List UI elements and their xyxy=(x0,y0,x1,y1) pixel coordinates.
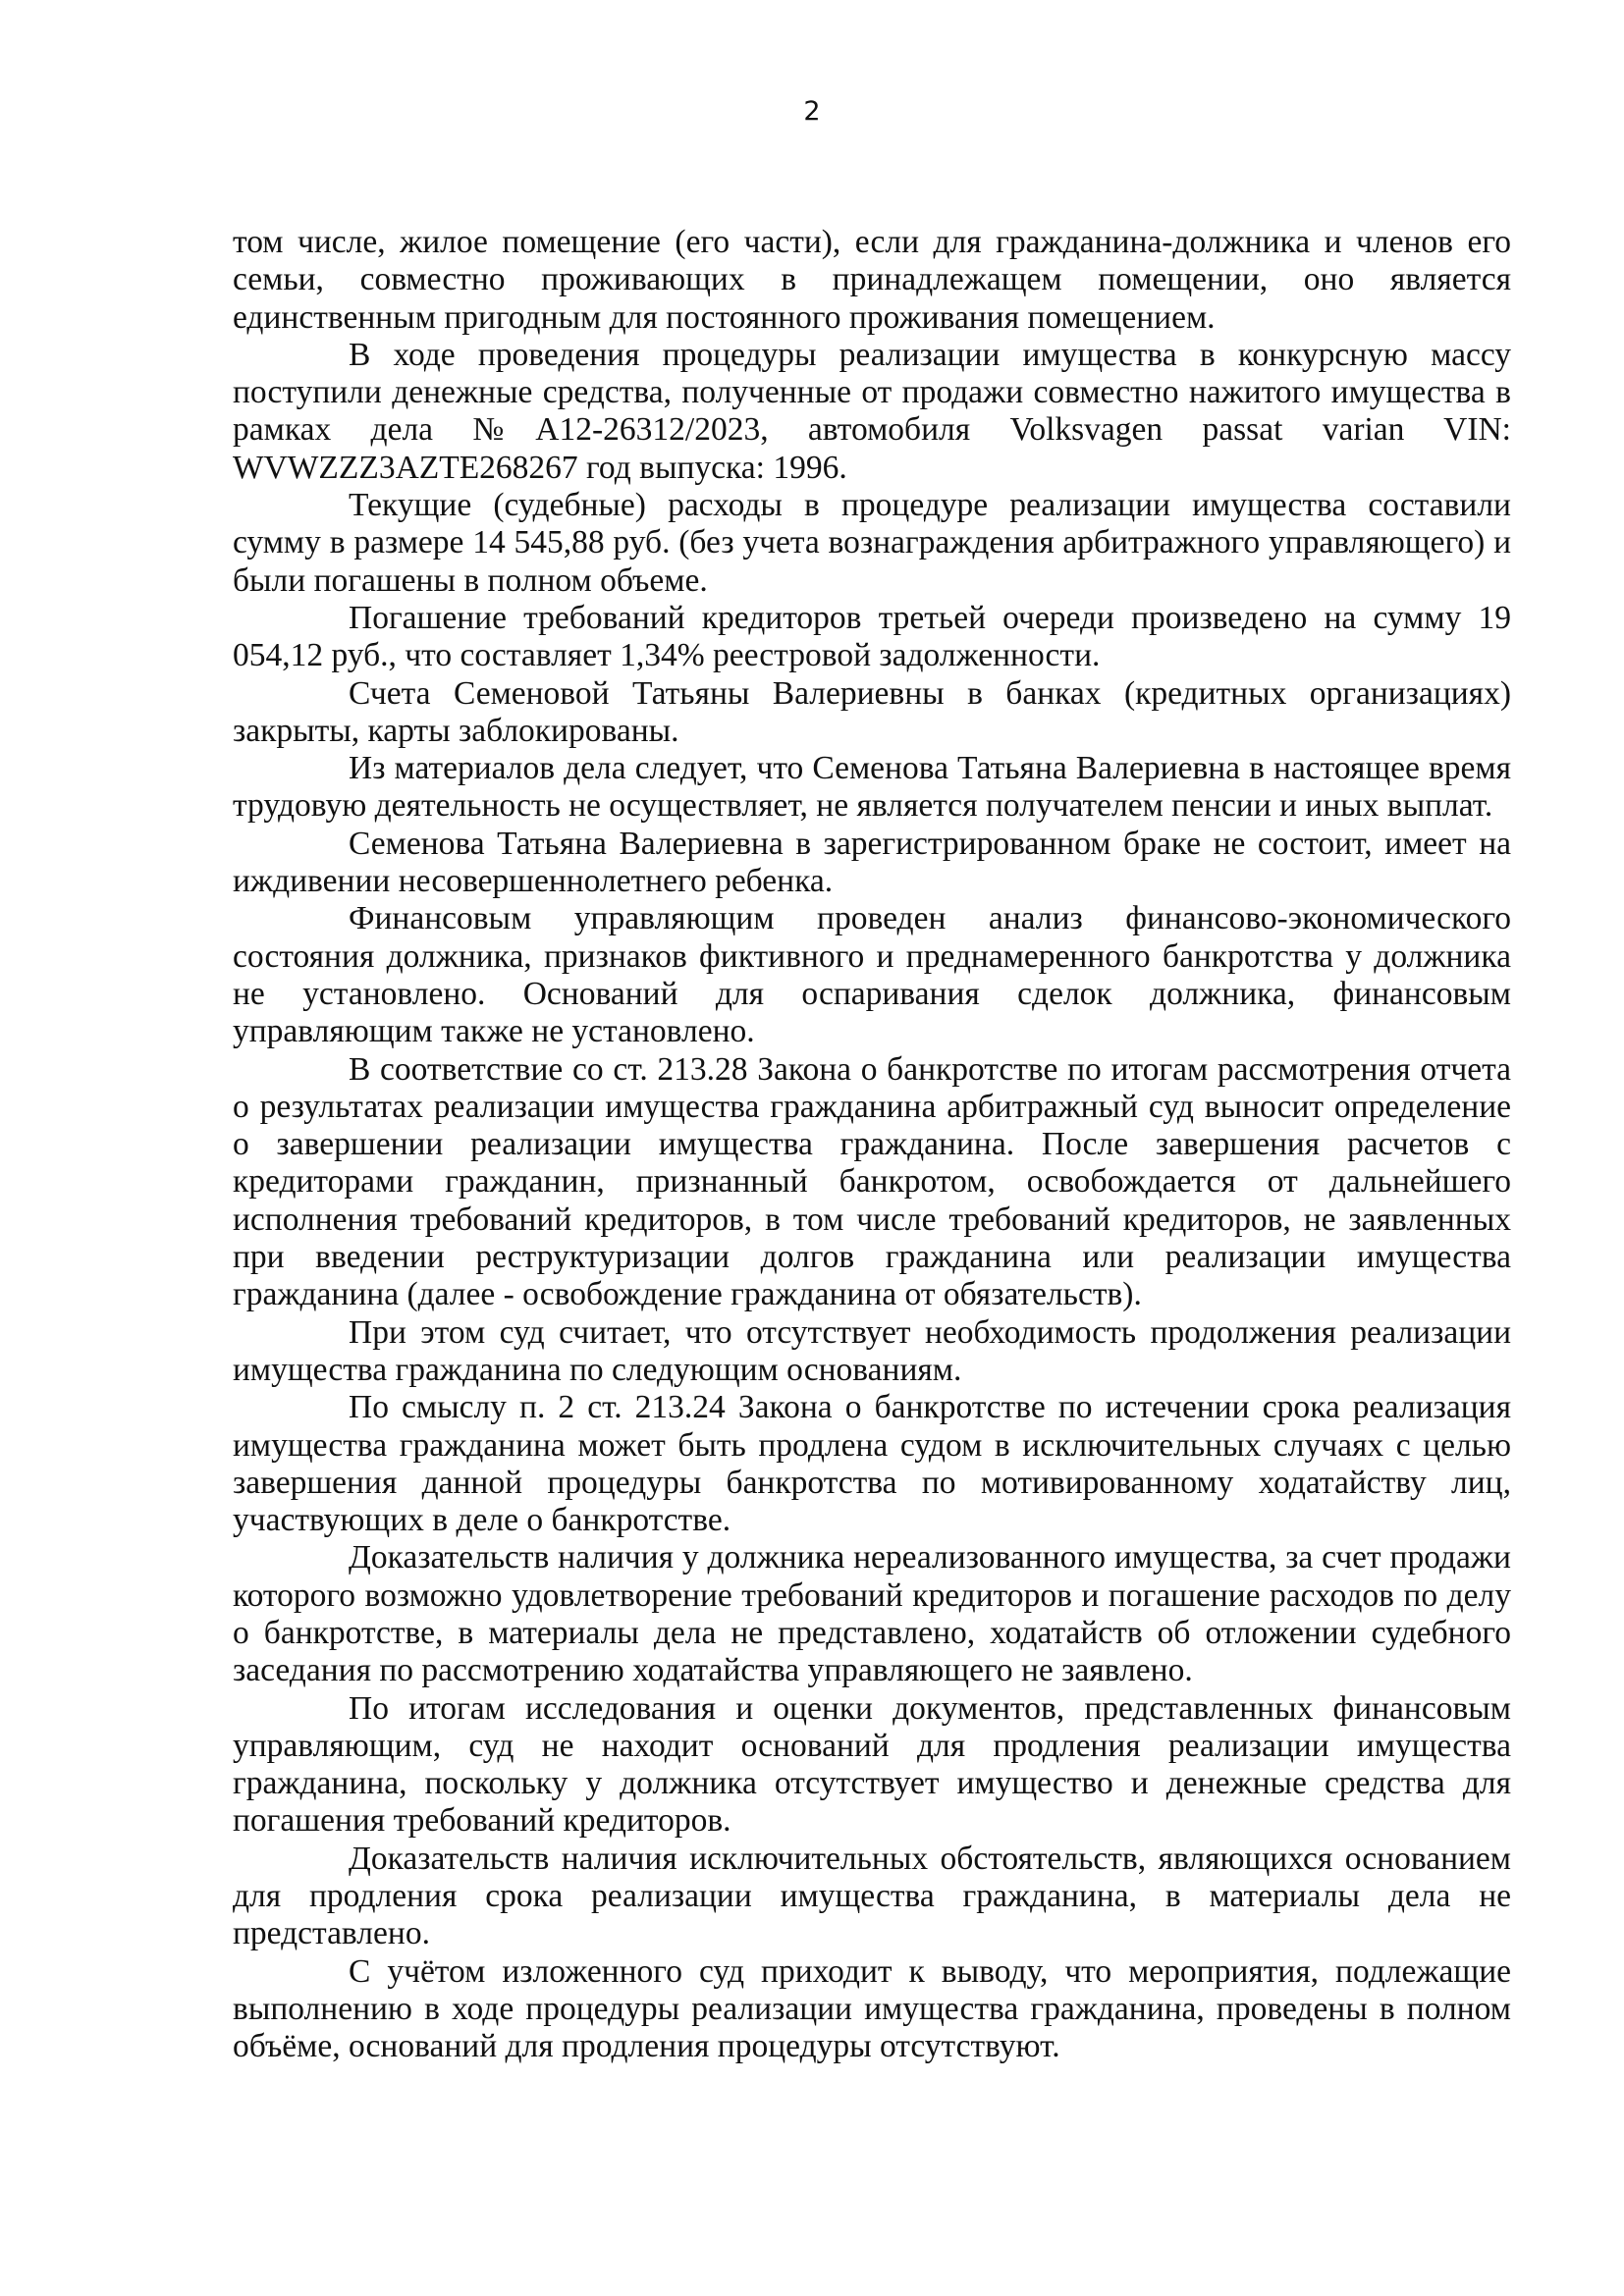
paragraph-continuation: том числе, жилое помещение (его части), если для гражданина-должника и членов его семьи, совместно проживающих в принадлежащем помещении, оно является единственным пригодным для постоянного проживания помещением. xyxy=(233,224,1511,336)
paragraph-creditor-repayment: Погашение требований кредиторов третьей очереди произведено на сумму 19 054,12 руб., что составляет 1,34% реестровой задолженности. xyxy=(233,599,1511,674)
paragraph-no-unsold-property: Доказательств наличия у должника нереализованного имущества, за счет продажи которого возможно удовлетворение требований кредиторов и погашение расходов по делу о банкротстве, в материалы дела не представлено, ходатайств об отложении судебного заседания по рассмотрению ходатайства управляющего не заявлено. xyxy=(233,1539,1511,1689)
paragraph-employment: Из материалов дела следует, что Семенова Татьяна Валериевна в настоящее время трудовую деятельность не осуществляет, не является получателем пенсии и иных выплат. xyxy=(233,750,1511,825)
paragraph-sale-proceeds: В ходе проведения процедуры реализации имущества в конкурсную массу поступили денежные средства, полученные от продажи совместно нажитого имущества в рамках дела №А12-26312/2023, автомобиля Volksvagen passat varian VIN: WVWZZZ3AZTE268267 год выпуска: 1996. xyxy=(233,336,1511,486)
paragraph-current-expenses: Текущие (судебные) расходы в процедуре реализации имущества составили сумму в размере 14 545,88 руб. (без учета вознаграждения арбитражного управляющего) и были погашены в полном объеме. xyxy=(233,487,1511,599)
paragraph-family-status: Семенова Татьяна Валериевна в зарегистрированном браке не состоит, имеет на иждивении несовершеннолетнего ребенка. xyxy=(233,825,1511,900)
paragraph-no-exceptional-circumstances: Доказательств наличия исключительных обстоятельств, являющихся основанием для продления срока реализации имущества гражданина, в материалы дела не представлено. xyxy=(233,1840,1511,1952)
document-body xyxy=(233,224,1511,2066)
paragraph-bank-accounts: Счета Семеновой Татьяны Валериевны в банках (кредитных организациях) закрыты, карты заблокированы. xyxy=(233,674,1511,749)
page-number: 2 xyxy=(803,96,821,127)
paragraph-document-review: По итогам исследования и оценки документов, представленных финансовым управляющим, суд не находит оснований для продления реализации имущества гражданина, поскольку у должника отсутствует имущество и денежные средства для погашения требований кредиторов. xyxy=(233,1689,1511,1840)
paragraph-financial-analysis: Финансовым управляющим проведен анализ финансово-экономического состояния должника, признаков фиктивного и преднамеренного банкротства у должника не установлено. Оснований для оспаривания сделок должника, финансовым управляющим также не установлено. xyxy=(233,900,1511,1050)
paragraph-extension-rule: По смыслу п. 2 ст. 213.24 Закона о банкротстве по истечении срока реализация имущества гражданина может быть продлена судом в исключительных случаях с целью завершения данной процедуры банкротства по мотивированному ходатайству лиц, участвующих в деле о банкротстве. xyxy=(233,1389,1511,1539)
paragraph-conclusion: С учётом изложенного суд приходит к выводу, что мероприятия, подлежащие выполнению в ходе процедуры реализации имущества гражданина, проведены в полном объёме, оснований для продления процедуры отсутствуют. xyxy=(233,1952,1511,2065)
paragraph-legal-basis: В соответствие со ст. 213.28 Закона о банкротстве по итогам рассмотрения отчета о результатах реализации имущества гражданина арбитражный суд выносит определение о завершении реализации имущества гражданина. После завершения расчетов с кредиторами гражданин, признанный банкротом, освобождается от дальнейшего исполнения требований кредиторов, в том числе требований кредиторов, не заявленных при введении реструктуризации долгов гражданина или реализации имущества гражданина (далее - освобождение гражданина от обязательств). xyxy=(233,1050,1511,1313)
paragraph-court-opinion: При этом суд считает, что отсутствует необходимость продолжения реализации имущества гражданина по следующим основаниям. xyxy=(233,1313,1511,1388)
